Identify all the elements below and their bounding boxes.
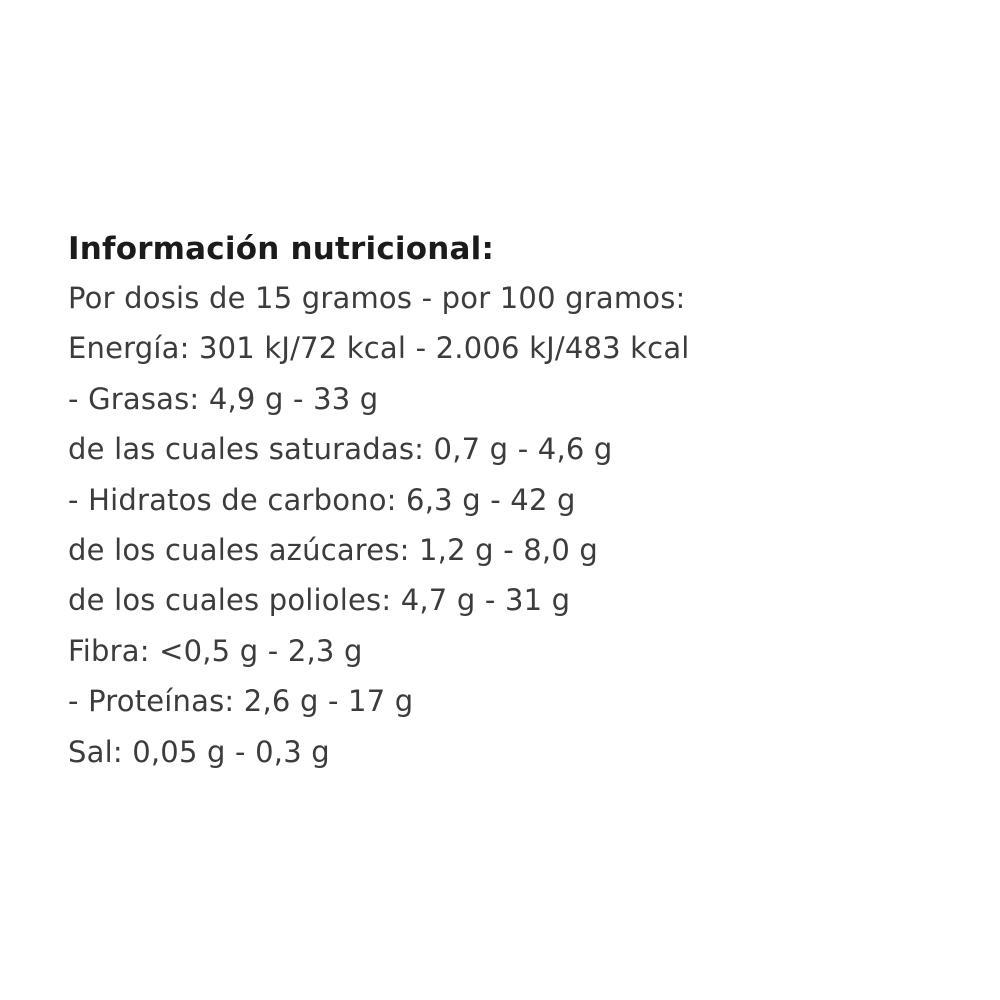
nutrition-row-hidratos-de-carbono: - Hidratos de carbono: 6,3 g - 42 g <box>68 482 576 517</box>
nutrition-row-proteinas: - Proteínas: 2,6 g - 17 g <box>68 684 414 719</box>
nutrition-row-energia: Energía: 301 kJ/72 kcal - 2.006 kJ/483 kcal <box>68 331 690 366</box>
nutrition-label-title: Información nutricional: <box>68 231 495 267</box>
nutrition-label <box>68 231 938 777</box>
nutrition-row-azucares: de los cuales azúcares: 1,2 g - 8,0 g <box>68 533 599 568</box>
nutrition-row-fibra: Fibra: <0,5 g - 2,3 g <box>68 633 363 668</box>
nutrition-row-polioles: de los cuales polioles: 4,7 g - 31 g <box>68 583 571 618</box>
nutrition-row-grasas: - Grasas: 4,9 g - 33 g <box>68 381 379 416</box>
nutrition-row-saturadas: de las cuales saturadas: 0,7 g - 4,6 g <box>68 432 613 467</box>
serving-size-line: Por dosis de 15 gramos - por 100 gramos: <box>68 281 686 315</box>
nutrition-row-sal: Sal: 0,05 g - 0,3 g <box>68 734 330 769</box>
